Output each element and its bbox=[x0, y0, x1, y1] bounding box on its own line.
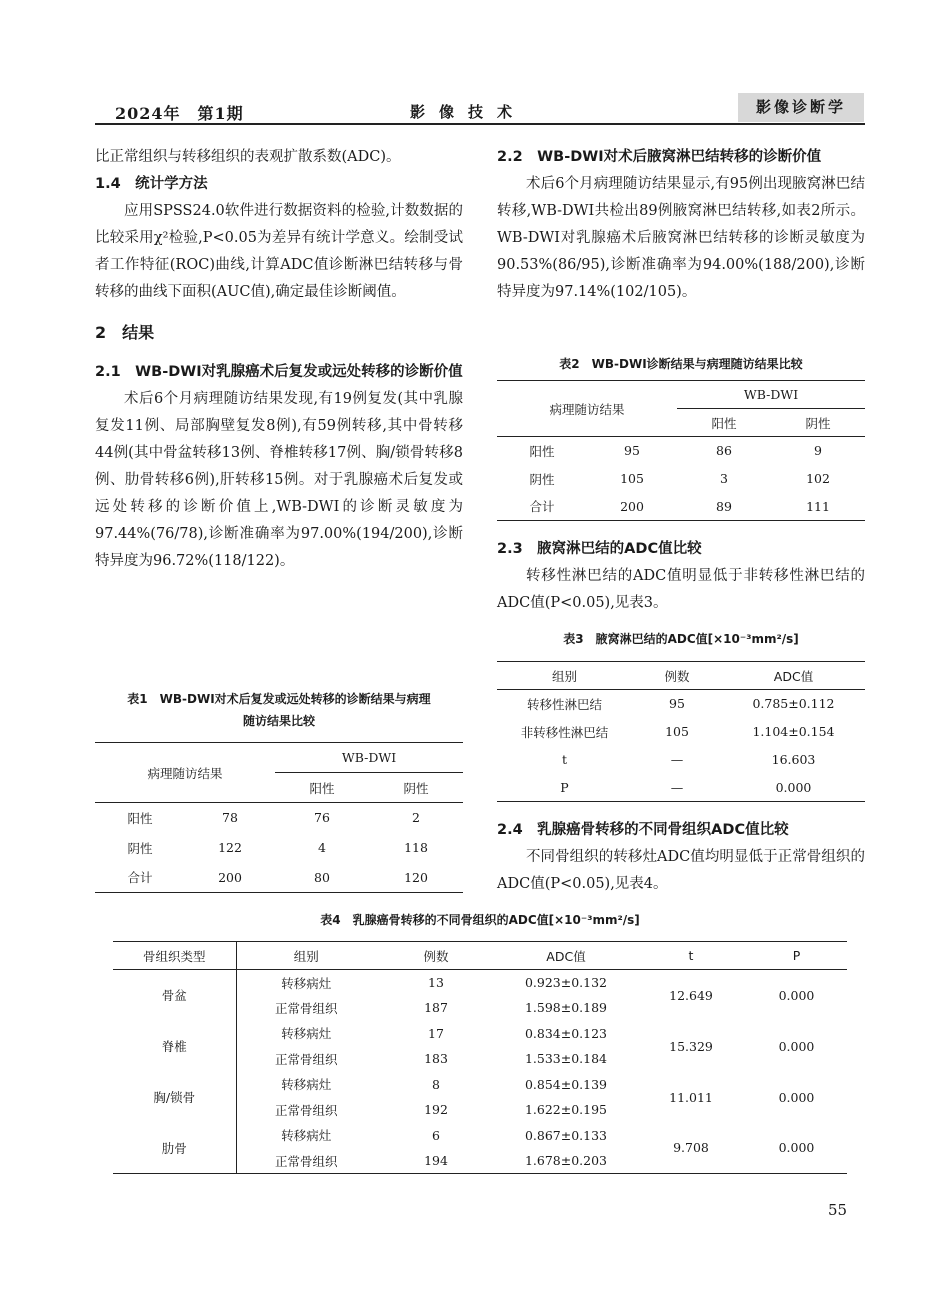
table-cell: 合计 bbox=[127, 870, 153, 886]
table-cell: 1.598±0.189 bbox=[524, 1000, 608, 1016]
table-row bbox=[113, 1072, 847, 1098]
table-row bbox=[95, 833, 463, 863]
table-cell: 122 bbox=[218, 840, 242, 855]
table-cell: 194 bbox=[424, 1153, 448, 1168]
table2-row-header: 病理随访结果 bbox=[497, 381, 677, 437]
table-cell: 0.000 bbox=[778, 1038, 815, 1054]
table-cell: 200 bbox=[620, 498, 644, 514]
table2-neg-header: 阴性 bbox=[805, 415, 831, 431]
table-cell: P bbox=[560, 779, 569, 795]
table-cell: 13 bbox=[428, 975, 444, 990]
table-cell: 102 bbox=[806, 471, 830, 486]
table-cell: 0.000 bbox=[778, 1089, 815, 1105]
right-column-mid bbox=[497, 536, 865, 617]
table-cell: 非转移性淋巴结 bbox=[520, 724, 609, 740]
issue-label: 2024年 第1期 bbox=[115, 104, 244, 123]
table-cell: 转移病灶 bbox=[281, 1077, 332, 1093]
table-cell: 胸/锁骨 bbox=[113, 1072, 236, 1123]
table4-header-p: P bbox=[792, 948, 801, 963]
table-cell: 192 bbox=[424, 1102, 448, 1118]
table3-header-adc: ADC值 bbox=[773, 668, 814, 684]
table-cell: 6 bbox=[432, 1127, 440, 1143]
paragraph-1-4: 应用SPSS24.0软件进行数据资料的检验,计数数据的比较采用χ²检验,P<0.05为差异有统计学意义。绘制受试者工作特征(ROC)曲线,计算ADC值诊断淋巴结转移与骨转移的曲线下面积(AUC值),确定最佳诊断阈值。 bbox=[95, 203, 463, 300]
table1-pos-header: 阳性 bbox=[309, 780, 335, 796]
page-number: 55 bbox=[828, 1201, 848, 1219]
table-cell: 1.678±0.203 bbox=[524, 1153, 608, 1168]
paragraph-2-3: 转移性淋巴结的ADC值明显低于非转移性淋巴结的ADC值(P<0.05),见表3。 bbox=[497, 568, 865, 611]
right-column-bottom bbox=[497, 817, 865, 898]
table1-caption bbox=[95, 688, 463, 732]
table-cell: 0.000 bbox=[746, 1123, 847, 1174]
table-cell: 200 bbox=[218, 869, 242, 885]
table-cell: — bbox=[670, 779, 684, 795]
table-cell: 1.622±0.195 bbox=[524, 1102, 608, 1118]
table1-row-header: 病理随访结果 bbox=[95, 743, 275, 803]
table3-header-count: 例数 bbox=[664, 668, 690, 684]
table4 bbox=[113, 941, 847, 1174]
table4-header-count: 例数 bbox=[423, 948, 449, 964]
table-cell: 1.104±0.154 bbox=[752, 724, 835, 739]
table-cell: 76 bbox=[314, 810, 330, 826]
section-badge: 影像诊断学 bbox=[738, 93, 864, 122]
heading-1-4: 1.4 统计学方法 bbox=[95, 176, 208, 192]
table-cell: 8 bbox=[432, 1076, 440, 1092]
table-cell: 105 bbox=[620, 471, 644, 486]
table2-caption: 表2 WB-DWI诊断结果与病理随访结果比较 bbox=[559, 357, 803, 371]
table-cell: 0.785±0.112 bbox=[752, 696, 835, 712]
table-cell: 转移病灶 bbox=[281, 1026, 332, 1042]
table1 bbox=[95, 742, 463, 893]
table-cell: 转移性淋巴结 bbox=[526, 696, 602, 712]
table-cell: 0.867±0.133 bbox=[524, 1127, 608, 1143]
paragraph-2-1: 术后6个月病理随访结果发现,有19例复发(其中乳腺复发11例、局部胸壁复发8例),有59例转移,其中骨转移44例(其中骨盆转移13例、脊椎转移17例、胸/锁骨转移8例、肋骨转移6例),肝转移15例。对于乳腺癌术后复发或远处转移的诊断价值上,WB-DWI的诊断灵敏度为97.44%(76/78),诊断准确率为97.00%(194/200),诊断特异度为96.72%(118/122)。 bbox=[95, 391, 463, 569]
table-cell: 17 bbox=[428, 1025, 444, 1041]
table-cell: — bbox=[670, 752, 684, 767]
table-cell: 120 bbox=[404, 869, 428, 885]
table-cell: 合计 bbox=[529, 499, 555, 515]
heading-2-1: 2.1 WB-DWI对乳腺癌术后复发或远处转移的诊断价值 bbox=[95, 364, 463, 380]
table2-pos-header: 阳性 bbox=[711, 415, 737, 431]
table-cell: 骨盆 bbox=[113, 970, 236, 1021]
table-cell: 86 bbox=[716, 443, 732, 459]
table-cell: t bbox=[561, 752, 568, 767]
table-cell: 11.011 bbox=[669, 1089, 713, 1105]
table-cell: 15.329 bbox=[669, 1038, 713, 1054]
table-row bbox=[113, 1123, 847, 1149]
table-row bbox=[497, 718, 865, 746]
heading-2-4: 2.4 乳腺癌骨转移的不同骨组织ADC值比较 bbox=[497, 822, 789, 838]
heading-2-2: 2.2 WB-DWI对术后腋窝淋巴结转移的诊断价值 bbox=[497, 149, 822, 165]
table-cell: 89 bbox=[716, 498, 732, 514]
left-column bbox=[95, 144, 463, 575]
table-cell: 阳性 bbox=[529, 443, 555, 459]
table4-header-adc: ADC值 bbox=[546, 948, 586, 964]
table-cell: 正常骨组织 bbox=[274, 1000, 338, 1016]
table-cell: 阴性 bbox=[529, 471, 555, 487]
table3-header-group: 组别 bbox=[551, 668, 577, 684]
paragraph-2-2: 术后6个月病理随访结果显示,有95例出现腋窝淋巴结转移,WB-DWI共检出89例腋窝淋巴结转移,如表2所示。WB-DWI对乳腺癌术后腋窝淋巴结转移的诊断灵敏度为90.53%(86/95),诊断准确率为94.00%(188/200),诊断特异度为97.14%(102/105)。 bbox=[497, 176, 865, 300]
table1-caption-line1: 表1 WB-DWI对术后复发或远处转移的诊断结果与病理 bbox=[127, 692, 431, 706]
table-cell: 16.603 bbox=[771, 752, 816, 767]
table-cell: 95 bbox=[669, 696, 685, 712]
table-cell: 3 bbox=[720, 471, 728, 486]
table-row bbox=[95, 803, 463, 833]
table4-caption: 表4 乳腺癌骨转移的不同骨组织的ADC值[×10⁻³mm²/s] bbox=[320, 913, 640, 927]
table4-header-t: t bbox=[688, 948, 694, 963]
table1-neg-header: 阴性 bbox=[403, 780, 429, 796]
heading-2: 2 结果 bbox=[95, 323, 155, 342]
table-cell: 0.000 bbox=[775, 779, 812, 795]
table-cell: 0.923±0.132 bbox=[524, 975, 608, 990]
right-column-top bbox=[497, 144, 865, 306]
table-cell: 118 bbox=[404, 840, 428, 855]
table-cell: 80 bbox=[314, 869, 330, 885]
table-row bbox=[113, 1021, 847, 1047]
table-cell: 正常骨组织 bbox=[274, 1102, 338, 1118]
table4-header-group: 组别 bbox=[293, 948, 319, 964]
table-row bbox=[497, 465, 865, 493]
table-cell: 阳性 bbox=[127, 810, 153, 826]
table-row bbox=[497, 690, 865, 718]
paragraph-2-4: 不同骨组织的转移灶ADC值均明显低于正常骨组织的ADC值(P<0.05),见表4。 bbox=[497, 849, 865, 892]
table-cell: 12.649 bbox=[669, 987, 713, 1003]
table3 bbox=[497, 661, 865, 802]
table-cell: 转移病灶 bbox=[281, 1128, 332, 1144]
table-row bbox=[497, 437, 865, 465]
table-cell: 183 bbox=[424, 1051, 448, 1067]
table1-group-header: WB-DWI bbox=[275, 743, 463, 773]
table-cell: 1.533±0.184 bbox=[524, 1051, 608, 1067]
table-cell: 脊椎 bbox=[113, 1021, 236, 1072]
table-cell: 78 bbox=[222, 810, 238, 826]
heading-2-3: 2.3 腋窝淋巴结的ADC值比较 bbox=[497, 541, 702, 557]
table-row bbox=[497, 493, 865, 521]
table-cell: 肋骨 bbox=[113, 1123, 236, 1174]
table-cell: 正常骨组织 bbox=[274, 1051, 338, 1067]
table-cell: 95 bbox=[624, 443, 640, 459]
table-cell: 0.854±0.139 bbox=[524, 1076, 608, 1092]
table-cell: 2 bbox=[412, 810, 420, 826]
journal-title: 影像技术 bbox=[410, 103, 527, 121]
table1-caption-line2: 随访结果比较 bbox=[242, 714, 315, 728]
table3-caption: 表3 腋窝淋巴结的ADC值[×10⁻³mm²/s] bbox=[563, 632, 799, 646]
table-cell: 阴性 bbox=[127, 840, 153, 856]
table-cell: 0.000 bbox=[778, 987, 815, 1003]
table-cell: 0.834±0.123 bbox=[524, 1025, 608, 1041]
table-cell: 187 bbox=[424, 1000, 448, 1016]
table2 bbox=[497, 380, 865, 521]
table-row bbox=[497, 746, 865, 774]
table-row bbox=[95, 863, 463, 893]
header-rule bbox=[95, 123, 865, 125]
table-cell: 正常骨组织 bbox=[274, 1153, 338, 1169]
table4-header-type: 骨组织类型 bbox=[113, 942, 236, 970]
table-row bbox=[113, 970, 847, 996]
table-cell: 111 bbox=[806, 498, 830, 514]
table2-group-header: WB-DWI bbox=[677, 381, 865, 409]
table-row bbox=[497, 774, 865, 802]
table-cell: 9 bbox=[814, 443, 822, 459]
paragraph-continued: 比正常组织与转移组织的表观扩散系数(ADC)。 bbox=[95, 149, 401, 165]
table-cell: 转移病灶 bbox=[281, 975, 332, 991]
table-cell: 105 bbox=[665, 724, 689, 739]
table-cell: 4 bbox=[318, 840, 326, 855]
table-cell: 9.708 bbox=[636, 1123, 746, 1174]
